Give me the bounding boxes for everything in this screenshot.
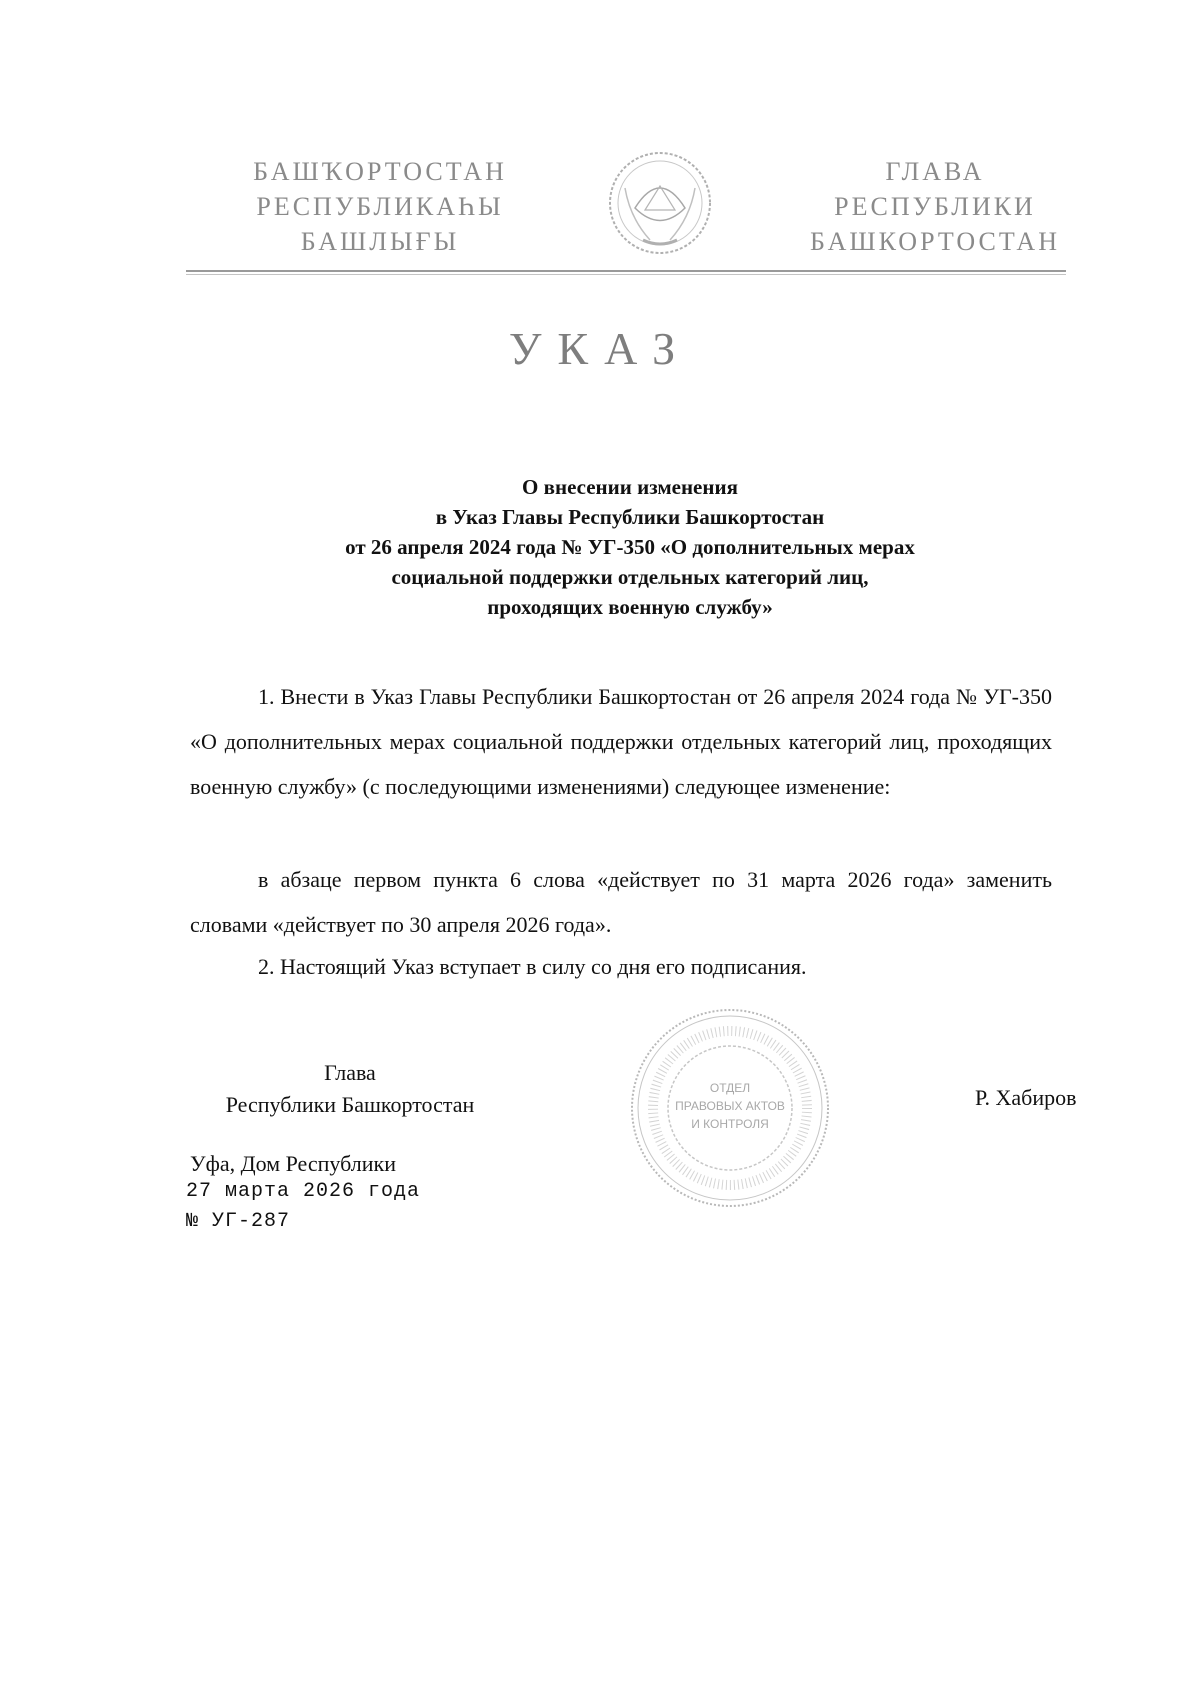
paragraph-3: 2. Настоящий Указ вступает в силу со дня его подписания. <box>258 954 807 979</box>
document-type: УКАЗ <box>508 323 692 374</box>
signatory-position-line1: Глава <box>324 1060 376 1085</box>
letterhead-left-line: БАШҠОРТОСТАН <box>253 157 507 186</box>
letterhead-right-line: БАШКОРТОСТАН <box>810 227 1060 256</box>
letterhead-right-line: ГЛАВА <box>885 157 985 186</box>
paragraph-2: в абзаце первом пункта 6 слова «действует по 31 марта 2026 года» заменить словами «действует по 30 апреля 2026 года». <box>190 867 1052 937</box>
official-round-stamp-icon <box>628 1006 833 1211</box>
issue-date: 27 марта 2026 года <box>186 1180 421 1203</box>
letterhead-divider-thin <box>186 274 1066 275</box>
letterhead-divider <box>186 270 1066 272</box>
title-line: социальной поддержки отдельных категорий лиц, <box>391 565 869 589</box>
title-line: О внесении изменения <box>522 475 738 499</box>
republic-coat-of-arms-icon <box>605 148 715 258</box>
title-line: в Указ Главы Республики Башкортостан <box>435 505 825 529</box>
letterhead-left-line: РЕСПУБЛИКАҺЫ <box>256 192 504 221</box>
stamp-text-line: ПРАВОВЫХ АКТОВ <box>675 1099 785 1113</box>
letterhead <box>0 148 1200 268</box>
letterhead-right-line: РЕСПУБЛИКИ <box>834 192 1036 221</box>
letterhead-bashkir-title <box>225 154 535 259</box>
signatory-position <box>190 1057 510 1121</box>
decree-number: № УГ-287 <box>186 1210 291 1233</box>
issue-place: Уфа, Дом Республики <box>190 1151 396 1176</box>
stamp-text-line: И КОНТРОЛЯ <box>691 1117 769 1131</box>
stamp-text-line: ОТДЕЛ <box>709 1081 751 1095</box>
letterhead-left-line: БАШЛЫҒЫ <box>300 227 460 256</box>
title-line: проходящих военную службу» <box>487 595 773 619</box>
signatory-name: Р. Хабиров <box>975 1085 1077 1110</box>
paragraph-1: 1. Внести в Указ Главы Республики Башкортостан от 26 апреля 2024 года № УГ-350 «О дополнительных мерах социальной поддержки отдельных категорий лиц, проходящих военную службу» (с последующими изменениями) следующее изменение: <box>190 684 1052 799</box>
letterhead-russian-title <box>780 154 1090 259</box>
signatory-position-line2: Республики Башкортостан <box>225 1092 475 1117</box>
document-title <box>200 472 1060 622</box>
title-line: от 26 апреля 2024 года № УГ-350 «О дополнительных мерах <box>345 535 915 559</box>
